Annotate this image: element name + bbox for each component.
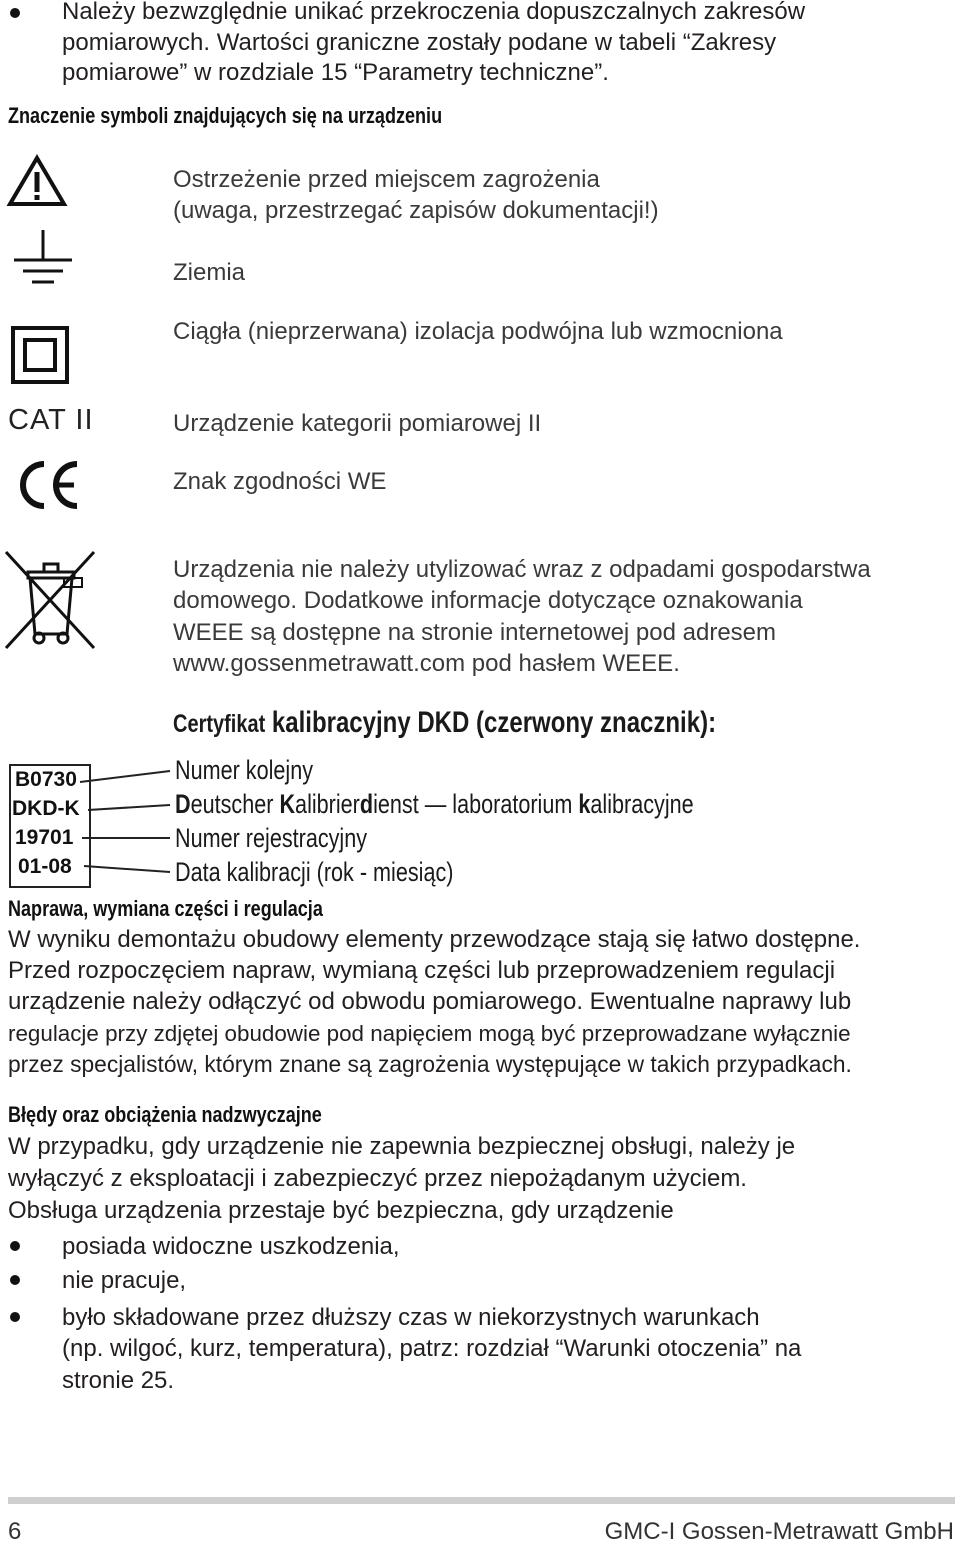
dkd-desc-lab: [175, 789, 694, 820]
dkd-desc-D: D: [175, 789, 191, 819]
footer-rule: [8, 1497, 955, 1504]
repair-heading: Naprawa, wymiana części i regulacja: [8, 896, 323, 921]
double-insulation-icon: [11, 326, 69, 384]
weee-text-line-1: Urządzenia nie należy utylizować wraz z odpadami gospodarstwa: [173, 556, 871, 583]
ce-text: Znak zgodności WE: [173, 468, 387, 495]
earth-text: Ziemia: [173, 259, 246, 286]
repair-line-5: przez specjalistów, którym znane są zagrożenia występujące w takich przypadkach.: [8, 1051, 852, 1077]
faults-bullet-1: posiada widoczne uszkodzenia,: [62, 1233, 400, 1260]
warning-text-line-2: (uwaga, przestrzegać zapisów dokumentacji!): [173, 197, 659, 224]
repair-line-1: W wyniku demontażu obudowy elementy przewodzące stają się łatwo dostępne.: [8, 926, 861, 953]
bullet-dot: [10, 1275, 20, 1285]
faults-line-3: Obsługa urządzenia przestaje być bezpieczna, gdy urządzenie: [8, 1197, 674, 1224]
repair-line-2: Przed rozpoczęciem napraw, wymianą części lub przeprowadzeniem regulacji: [8, 957, 836, 984]
dkd-title: [173, 706, 716, 740]
dkd-desc-k: k: [578, 789, 591, 819]
footer-company: GMC-I Gossen-Metrawatt GmbH: [604, 1518, 954, 1545]
dkd-label-line-1: B0730: [15, 768, 77, 791]
faults-heading: Błędy oraz obciążenia nadzwyczajne: [8, 1102, 322, 1127]
dkd-desc-date: Data kalibracji (rok - miesiąc): [175, 857, 454, 887]
dkd-desc-d: d: [359, 789, 374, 819]
dkd-title-a: Certyfikat: [173, 710, 266, 738]
faults-line-2: wyłączyć z eksploatacji i zabezpieczyć przez niepożądanym użyciem.: [8, 1165, 747, 1192]
repair-line-3: urządzenie należy odłączyć od obwodu pomiarowego. Ewentualne naprawy lub: [8, 988, 852, 1015]
top-bullet-line-2: pomiarowych. Wartości graniczne zostały podane w tabeli “Zakresy: [62, 29, 777, 56]
dkd-desc-a: eutscher: [190, 789, 280, 819]
faults-bullet-3-line-1: było składowane przez dłuższy czas w niekorzystnych warunkach: [62, 1304, 760, 1331]
dkd-title-b: kalibracyjny DKD (czerwony znacznik):: [265, 706, 717, 739]
faults-bullet-3-line-3: stronie 25.: [62, 1367, 175, 1394]
weee-text-line-4: www.gossenmetrawatt.com pod hasłem WEEE.: [173, 650, 680, 677]
dkd-label-line-4: 01-08: [18, 855, 72, 878]
repair-line-4: regulacje przy zdjętej obudowie pod napięciem mogą być przeprowadzane wyłącznie: [8, 1021, 851, 1046]
cat-ii-label: CAT II: [8, 404, 94, 436]
cat-ii-text: Urządzenie kategorii pomiarowej II: [173, 410, 542, 437]
faults-bullet-2: nie pracuje,: [62, 1267, 187, 1294]
warning-triangle-icon: [6, 154, 68, 208]
faults-line-1: W przypadku, gdy urządzenie nie zapewnia bezpiecznej obsługi, należy je: [8, 1133, 796, 1160]
ce-mark-icon: [14, 458, 84, 512]
faults-bullet-3-line-2: (np. wilgoć, kurz, temperatura), patrz: rozdział “Warunki otoczenia” na: [62, 1335, 802, 1362]
insulation-text: Ciągła (nieprzerwana) izolacja podwójna lub wzmocniona: [173, 318, 783, 345]
dkd-desc-c: ienst — laboratorium: [373, 789, 579, 819]
dkd-label-line-2: DKD-K: [12, 797, 80, 820]
bullet-dot: [10, 8, 20, 18]
weee-text-line-2: domowego. Dodatkowe informacje dotyczące oznakowania: [173, 587, 803, 614]
dkd-desc-e: alibracyjne: [590, 789, 694, 819]
weee-text-line-3: WEEE są dostępne na stronie internetowej pod adresem: [173, 619, 777, 646]
dkd-desc-registration: Numer rejestracyjny: [175, 823, 368, 853]
bullet-dot: [10, 1241, 20, 1251]
earth-ground-icon: [12, 230, 74, 288]
page-number: 6: [8, 1518, 22, 1545]
dkd-label-line-3: 19701: [15, 826, 74, 849]
symbols-heading: Znaczenie symboli znajdujących się na urządzeniu: [8, 103, 443, 128]
dkd-desc-serial: Numer kolejny: [175, 755, 314, 785]
top-bullet-line-1: Należy bezwzględnie unikać przekroczenia dopuszczalnych zakresów: [62, 0, 806, 25]
bullet-dot: [10, 1312, 20, 1322]
crossed-bin-icon: [4, 550, 96, 650]
dkd-desc-b: alibrier: [295, 789, 360, 819]
dkd-desc-K: K: [279, 789, 296, 819]
top-bullet-line-3: pomiarowe” w rozdziale 15 “Parametry techniczne”.: [62, 59, 609, 86]
warning-text-line-1: Ostrzeżenie przed miejscem zagrożenia: [173, 166, 600, 193]
dkd-leader-lines: [0, 760, 180, 880]
